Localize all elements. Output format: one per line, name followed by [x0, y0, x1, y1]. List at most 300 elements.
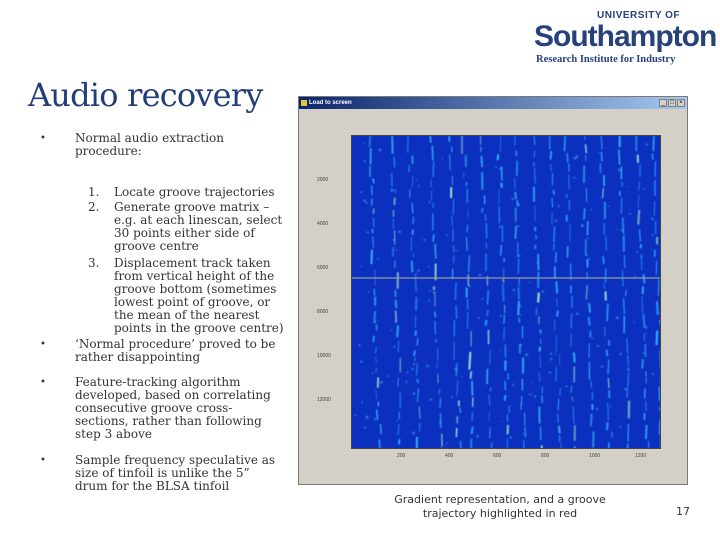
noise-speck — [354, 415, 357, 416]
groove-streak — [587, 221, 588, 235]
groove-streak — [551, 151, 552, 160]
noise-speck — [554, 354, 556, 355]
noise-speck — [360, 191, 362, 193]
noise-speck — [525, 353, 528, 356]
noise-speck — [462, 376, 463, 377]
noise-speck — [469, 285, 471, 288]
groove-streak — [505, 395, 506, 401]
y-tick-label: 4000 — [317, 221, 329, 227]
noise-speck — [573, 177, 576, 178]
groove-streak — [574, 446, 575, 449]
noise-speck — [570, 292, 571, 293]
noise-speck — [512, 384, 514, 387]
groove-streak — [571, 386, 572, 393]
groove-streak — [570, 263, 571, 279]
noise-speck — [518, 203, 520, 205]
noise-speck — [565, 386, 568, 387]
bullet-marker: • — [40, 133, 46, 144]
noise-speck — [407, 371, 409, 373]
groove-streak — [593, 432, 594, 448]
groove-streak — [503, 278, 504, 282]
noise-speck — [601, 366, 604, 368]
noise-speck — [558, 205, 559, 208]
bullet-text: Sample frequency speculative as size of tinfoil is unlike the 5” drum for the BLSA tinfoil — [75, 453, 276, 493]
noise-speck — [586, 254, 587, 257]
groove-streak — [652, 153, 653, 160]
groove-streak — [469, 255, 470, 272]
noise-speck — [418, 269, 420, 272]
groove-streak — [556, 367, 557, 382]
noise-speck — [620, 353, 622, 356]
noise-speck — [478, 317, 480, 319]
groove-streak — [461, 441, 462, 449]
groove-streak — [536, 235, 537, 239]
groove-streak — [396, 300, 397, 308]
logo-name: Southampton — [534, 20, 717, 53]
noise-speck — [429, 201, 431, 203]
groove-streak — [381, 424, 382, 434]
noise-speck — [366, 202, 368, 204]
groove-streak — [538, 293, 539, 303]
groove-streak — [453, 255, 454, 263]
minimize-icon[interactable]: _ — [659, 99, 667, 107]
noise-speck — [624, 388, 627, 390]
groove-streak — [556, 281, 557, 293]
groove-streak — [656, 261, 657, 275]
noise-speck — [629, 213, 631, 214]
groove-streak — [397, 325, 398, 337]
groove-streak — [431, 179, 432, 188]
window-app-icon — [301, 100, 307, 106]
noise-speck — [518, 305, 521, 307]
groove-streak — [642, 359, 643, 368]
logo-institute: Research Institute for Industry — [536, 54, 676, 65]
groove-streak — [589, 303, 590, 313]
groove-streak — [622, 182, 623, 187]
noise-speck — [372, 372, 373, 374]
groove-streak — [558, 399, 559, 411]
groove-streak — [376, 367, 377, 372]
noise-speck — [428, 290, 431, 291]
noise-speck — [550, 358, 552, 361]
noise-speck — [513, 289, 515, 291]
groove-streak — [612, 432, 613, 439]
noise-speck — [598, 152, 599, 154]
bullet-text: Feature-tracking algorithm developed, based on correlating consecutive groove cross-sections, rather than following step 3 above — [75, 375, 271, 441]
groove-streak — [376, 356, 377, 363]
noise-speck — [416, 273, 417, 274]
matlab-figure-window — [298, 96, 688, 485]
groove-streak — [639, 182, 640, 191]
noise-speck — [660, 312, 661, 315]
image-background — [352, 136, 661, 449]
groove-streak — [440, 398, 441, 408]
bullet-marker: • — [40, 377, 46, 388]
groove-streak — [627, 338, 628, 353]
groove-streak — [455, 282, 456, 300]
noise-speck — [361, 266, 362, 268]
noise-speck — [628, 186, 629, 187]
window-titlebar — [299, 97, 687, 109]
noise-speck — [368, 291, 370, 292]
groove-streak — [660, 406, 661, 410]
noise-speck — [529, 394, 532, 396]
groove-streak — [644, 274, 645, 283]
groove-streak — [640, 229, 641, 241]
noise-speck — [576, 312, 578, 315]
maximize-icon[interactable]: □ — [668, 99, 676, 107]
groove-streak — [552, 198, 553, 207]
groove-streak — [638, 210, 639, 225]
noise-speck — [511, 198, 514, 200]
groove-streak — [626, 290, 627, 296]
groove-streak — [518, 259, 519, 274]
groove-streak — [645, 388, 646, 398]
groove-streak — [556, 335, 557, 352]
groove-streak — [379, 439, 380, 449]
noise-speck — [367, 445, 368, 446]
noise-speck — [378, 149, 381, 152]
noise-speck — [495, 166, 497, 168]
groove-streak — [603, 256, 604, 264]
groove-streak — [369, 136, 370, 147]
noise-speck — [455, 368, 458, 371]
noise-speck — [391, 189, 394, 192]
groove-streak — [628, 355, 629, 366]
groove-streak — [412, 261, 413, 273]
step-number: 1. — [88, 185, 100, 199]
groove-streak — [534, 168, 535, 184]
groove-streak — [657, 331, 658, 346]
groove-streak — [524, 413, 525, 426]
groove-streak — [518, 301, 519, 315]
step-number: 2. — [88, 200, 100, 214]
groove-streak — [491, 443, 492, 449]
groove-streak — [621, 198, 622, 214]
groove-streak — [643, 314, 644, 327]
groove-streak — [415, 330, 416, 335]
noise-speck — [652, 234, 653, 237]
groove-streak — [373, 237, 374, 248]
noise-speck — [398, 231, 401, 234]
groove-streak — [375, 347, 376, 353]
groove-streak — [398, 378, 399, 387]
groove-streak — [501, 245, 502, 256]
groove-streak — [437, 348, 438, 360]
window-title: Load to screen — [309, 100, 352, 106]
groove-streak — [646, 425, 647, 439]
noise-speck — [651, 373, 654, 375]
groove-streak — [660, 374, 661, 385]
noise-speck — [520, 314, 521, 316]
groove-streak — [584, 208, 585, 219]
noise-speck — [501, 420, 502, 421]
groove-streak — [435, 312, 436, 318]
groove-streak — [657, 301, 658, 315]
noise-speck — [418, 185, 419, 187]
groove-streak — [567, 153, 568, 162]
noise-speck — [364, 427, 367, 429]
noise-speck — [617, 228, 618, 229]
figure-caption: Gradient representation, and a groove trajectory highlighted in red — [394, 493, 606, 520]
groove-streak — [553, 190, 554, 195]
noise-speck — [412, 432, 415, 435]
noise-speck — [499, 350, 501, 351]
noise-speck — [633, 321, 634, 323]
noise-speck — [455, 250, 458, 251]
groove-streak — [412, 203, 413, 213]
groove-streak — [482, 208, 483, 213]
groove-streak — [574, 353, 575, 363]
groove-streak — [519, 318, 520, 323]
groove-streak — [472, 427, 473, 434]
noise-speck — [364, 199, 366, 202]
groove-streak — [624, 298, 625, 314]
x-tick-label: 1000 — [589, 453, 601, 459]
groove-streak — [500, 136, 501, 152]
noise-speck — [550, 352, 552, 355]
noise-speck — [397, 420, 398, 421]
noise-speck — [362, 401, 363, 403]
noise-speck — [645, 326, 647, 329]
x-tick-label: 400 — [445, 453, 454, 459]
groove-streak — [623, 217, 624, 234]
groove-streak — [585, 136, 586, 140]
noise-speck — [509, 436, 512, 438]
noise-speck — [651, 249, 652, 250]
groove-streak — [395, 260, 396, 268]
noise-speck — [597, 345, 600, 347]
groove-streak — [566, 194, 567, 198]
groove-streak — [564, 136, 565, 151]
x-tick-label: 800 — [541, 453, 550, 459]
noise-speck — [388, 374, 389, 376]
groove-streak — [524, 440, 525, 449]
noise-speck — [416, 180, 418, 181]
groove-streak — [489, 394, 490, 406]
groove-streak — [516, 151, 517, 157]
noise-speck — [393, 239, 395, 241]
noise-speck — [503, 332, 504, 334]
groove-streak — [559, 426, 560, 434]
noise-speck — [596, 408, 598, 411]
groove-streak — [571, 313, 572, 328]
groove-streak — [589, 317, 590, 326]
groove-streak — [518, 287, 519, 300]
groove-streak — [398, 424, 399, 435]
page-number: 17 — [676, 505, 690, 518]
noise-speck — [590, 209, 591, 211]
noise-speck — [426, 365, 429, 367]
groove-streak — [542, 445, 543, 449]
noise-speck — [442, 157, 443, 159]
noise-speck — [374, 418, 377, 420]
groove-streak — [417, 363, 418, 375]
noise-speck — [366, 232, 369, 234]
noise-speck — [500, 315, 502, 317]
noise-speck — [549, 371, 552, 373]
groove-streak — [487, 290, 488, 305]
noise-speck — [529, 281, 530, 283]
noise-speck — [481, 298, 483, 300]
groove-streak — [554, 244, 555, 251]
noise-speck — [555, 220, 557, 222]
groove-streak — [628, 373, 629, 388]
noise-speck — [446, 443, 448, 444]
groove-streak — [460, 407, 461, 412]
noise-speck — [542, 290, 545, 292]
noise-speck — [391, 330, 393, 331]
y-tick-label: 10000 — [317, 353, 331, 359]
noise-speck — [641, 256, 643, 258]
groove-streak — [503, 284, 504, 302]
groove-streak — [487, 309, 488, 315]
groove-streak — [433, 162, 434, 177]
x-tick-label: 200 — [397, 453, 406, 459]
noise-speck — [413, 363, 414, 366]
slide-title: Audio recovery — [28, 76, 263, 114]
groove-streak — [539, 347, 540, 352]
noise-speck — [591, 448, 593, 449]
groove-streak — [601, 152, 602, 162]
noise-speck — [406, 380, 407, 383]
groove-streak — [658, 279, 659, 296]
groove-streak — [644, 333, 645, 341]
groove-streak — [660, 351, 661, 369]
noise-speck — [396, 250, 398, 251]
groove-streak — [586, 285, 587, 299]
groove-streak — [557, 310, 558, 316]
noise-speck — [536, 262, 538, 263]
noise-speck — [618, 169, 621, 172]
groove-streak — [490, 350, 491, 364]
noise-speck — [477, 435, 479, 438]
noise-speck — [572, 381, 573, 382]
groove-streak — [466, 237, 467, 251]
noise-speck — [608, 206, 610, 207]
noise-speck — [620, 426, 621, 428]
noise-speck — [413, 392, 415, 394]
groove-streak — [393, 247, 394, 256]
noise-speck — [616, 316, 619, 319]
noise-speck — [473, 371, 474, 372]
noise-speck — [522, 404, 523, 405]
noise-speck — [432, 292, 434, 294]
noise-speck — [499, 226, 501, 229]
groove-streak — [627, 443, 628, 449]
groove-streak — [554, 227, 555, 243]
groove-streak — [515, 226, 516, 239]
noise-speck — [429, 399, 432, 401]
x-tick-label: 1200 — [635, 453, 647, 459]
groove-streak — [414, 351, 415, 356]
noise-speck — [394, 346, 395, 348]
groove-streak — [556, 252, 557, 263]
bullet-text: Normal audio extraction procedure: — [75, 131, 225, 158]
step-text: Locate groove trajectories — [114, 185, 275, 199]
groove-streak — [660, 320, 661, 325]
groove-streak — [515, 192, 516, 199]
noise-speck — [643, 188, 644, 190]
step-text: Generate groove matrix – e.g. at each linescan, select 30 points either side of groove centre — [114, 200, 283, 253]
groove-streak — [498, 154, 499, 160]
groove-streak — [646, 401, 647, 411]
noise-speck — [439, 421, 441, 424]
noise-speck — [651, 218, 654, 221]
noise-speck — [581, 224, 584, 227]
noise-speck — [372, 179, 375, 180]
bullet-text: ‘Normal procedure’ proved to be rather disappointing — [75, 337, 276, 364]
groove-streak — [660, 439, 661, 449]
groove-streak — [490, 427, 491, 438]
noise-speck — [621, 230, 624, 232]
noise-speck — [360, 360, 362, 362]
noise-speck — [518, 225, 520, 227]
gradient-image — [351, 135, 661, 449]
close-icon[interactable]: × — [677, 99, 685, 107]
bullet-marker: • — [40, 455, 46, 466]
noise-speck — [479, 274, 482, 277]
groove-streak — [608, 403, 609, 421]
groove-streak — [435, 244, 436, 259]
noise-speck — [451, 396, 453, 398]
noise-speck — [364, 160, 366, 163]
noise-speck — [592, 337, 593, 339]
noise-speck — [428, 266, 430, 267]
groove-streak — [606, 236, 607, 250]
y-tick-label: 6000 — [317, 265, 329, 271]
groove-streak — [415, 274, 416, 292]
noise-speck — [643, 352, 644, 355]
y-tick-label: 2000 — [317, 177, 329, 183]
noise-speck — [366, 416, 369, 419]
noise-speck — [499, 167, 501, 169]
noise-speck — [520, 344, 522, 346]
noise-speck — [609, 406, 611, 407]
noise-speck — [380, 381, 383, 383]
gradient-svg — [352, 136, 661, 449]
groove-streak — [432, 145, 433, 160]
university-logo — [534, 10, 717, 65]
groove-streak — [373, 336, 374, 342]
noise-speck — [392, 381, 393, 382]
y-tick-label: 8000 — [317, 309, 329, 315]
noise-speck — [411, 368, 414, 370]
y-tick-label: 12000 — [317, 397, 331, 403]
groove-streak — [607, 422, 608, 430]
groove-streak — [607, 350, 608, 357]
noise-speck — [447, 234, 448, 236]
noise-speck — [374, 321, 376, 323]
groove-streak — [585, 144, 586, 153]
groove-streak — [619, 150, 620, 165]
noise-speck — [637, 251, 638, 253]
groove-streak — [571, 333, 572, 347]
noise-speck — [589, 258, 590, 261]
step-number: 3. — [88, 256, 100, 270]
groove-streak — [525, 427, 526, 437]
noise-speck — [532, 381, 533, 383]
noise-speck — [358, 344, 360, 346]
noise-speck — [364, 142, 365, 144]
noise-speck — [646, 143, 648, 145]
noise-speck — [587, 237, 589, 238]
groove-streak — [469, 352, 470, 370]
groove-streak — [417, 338, 418, 345]
groove-streak — [653, 136, 654, 151]
noise-speck — [534, 395, 536, 398]
noise-speck — [376, 418, 377, 419]
